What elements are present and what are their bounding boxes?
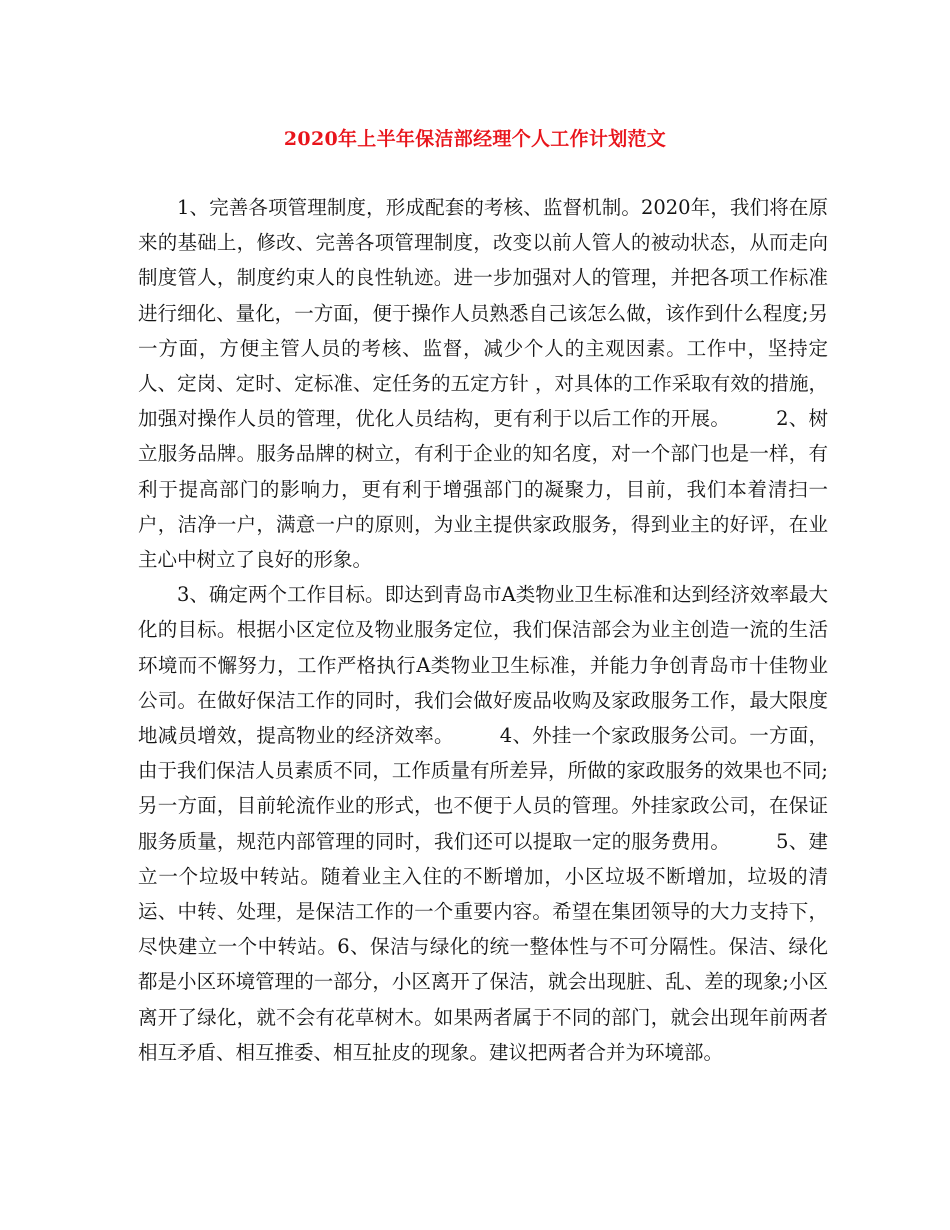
item-2-text: 2、树立服务品牌。服务品牌的树立，有利于企业的知名度，对一个部门也是一样，有利于提高部门的影响力，更有利于增强部门的凝聚力，目前，我们本着清扫一户，洁净一户，满意一户的原则，为业主提供家政服务，得到业主的好评，在业主心中树立了良好的形象。: [138, 407, 828, 572]
item-5-text: 5、建立一个垃圾中转站。随着业主入住的不断增加，小区垃圾不断增加，垃圾的清运、中转、处理，是保洁工作的一个重要内容。希望在集团领导的大力支持下，尽快建立一个中转站。: [138, 829, 828, 959]
item-6-text: 6、保洁与绿化的统一整体性与不可分隔性。保洁、绿化都是小区环境管理的一部分，小区离开了保洁，就会出现脏、乱、差的现象;小区离开了绿化，就不会有花草树木。如果两者属于不同的部门，就会出现年前两者相互矛盾、相互推委、相互扯皮的现象。建议把两者合并为环境部。: [138, 935, 828, 1064]
item-4-text: 4、外挂一个家政服务公司。一方面，由于我们保洁人员素质不同，工作质量有所差异，所做的家政服务的效果也不同;另一方面，目前轮流作业的形式，也不便于人员的管理。外挂家政公司，在保证服务质量，规范内部管理的同时，我们还可以提取一定的服务费用。: [138, 724, 828, 853]
paragraph-2: [138, 577, 828, 1070]
item-3-text: 3、确定两个工作目标。即达到青岛市A类物业卫生标准和达到经济效率最大化的目标。根据小区定位及物业服务定位，我们保洁部会为业主创造一流的生活环境而不懈努力，工作严格执行A类物业卫生标准，并能力争创青岛市十佳物业公司。在做好保洁工作的同时，我们会做好废品收购及家政服务工作，最大限度地减员增效，提高物业的经济效率。: [138, 583, 828, 748]
document-body: [138, 190, 828, 1070]
paragraph-1: [138, 190, 828, 577]
document-title: 2020年上半年保洁部经理个人工作计划范文: [283, 128, 667, 150]
item-1-text: 1、完善各项管理制度，形成配套的考核、监督机制。2020年，我们将在原来的基础上，修改、完善各项管理制度，改变以前人管人的被动状态，从而走向制度管人，制度约束人的良性轨迹。进一步加强对人的管理，并把各项工作标准进行细化、量化，一方面，便于操作人员熟悉自己该怎么做，该作到什么程度;另一方面，方便主管人员的考核、监督，减少个人的主观因素。工作中，坚持定人、定岗、定时、定标准、定任务的五定方针 ，对具体的工作采取有效的措施，加强对操作人员的管理，优化人员结构，更有利于以后工作的开展。: [138, 196, 828, 431]
